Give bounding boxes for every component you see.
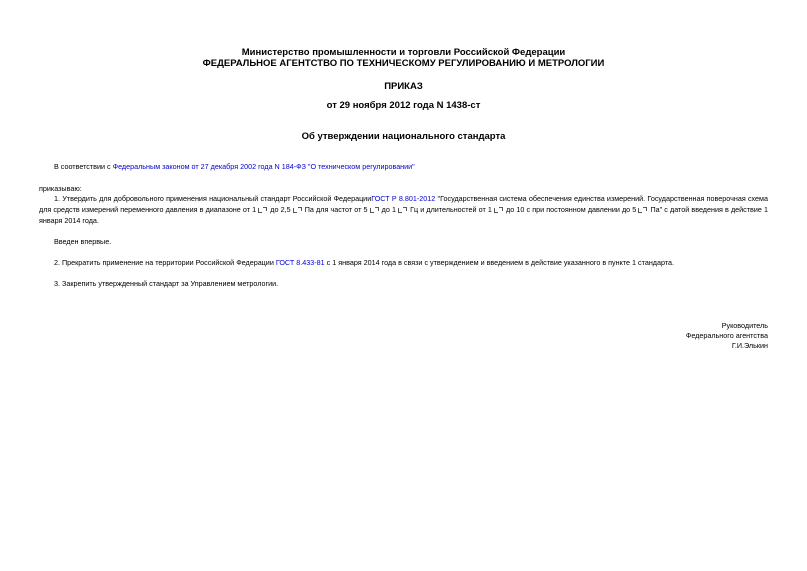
item-3-paragraph: 3. Закрепить утвержденный стандарт за Управлением метрологии. [54, 279, 279, 288]
formula-image [492, 207, 504, 213]
federal-law-link[interactable]: Федеральным законом от 27 декабря 2002 года N 184-ФЗ "О техническом регулировании" [112, 162, 415, 171]
document-date-number: от 29 ноября 2012 года N 1438-ст [326, 100, 481, 111]
item-1-text-t1: до 2,5 [268, 205, 291, 214]
ministry-title: Министерство промышленности и торговли Российской Федерации [241, 47, 566, 58]
item-1-text-t4: Гц и длительностей от 1 [407, 205, 492, 214]
formula-image [291, 207, 303, 213]
preamble-paragraph [54, 161, 768, 172]
formula-image [368, 207, 380, 213]
document-subject: Об утверждении национального стандарта [301, 131, 506, 142]
item-1-text-t2: Па для частот от 5 [302, 205, 368, 214]
item-1-text-t6: Па" с датой введения в действие 1 января 2014 года. [39, 205, 768, 225]
item-1-text-b: "Государственная система обеспечения единства измерений. Государственная поверочная схема для средств измерений переменного давления в диапазоне от 1 [39, 194, 768, 214]
signature-agency: Федерального агентства [685, 331, 768, 340]
gost-r-8-801-link[interactable]: ГОСТ Р 8.801-2012 [371, 194, 436, 203]
formula-image [256, 207, 268, 213]
item-1-text-a: 1. Утвердить для добровольного применения национальный стандарт Российской Федерации [54, 194, 372, 203]
document-type: ПРИКАЗ [384, 81, 423, 92]
order-word: приказываю: [39, 184, 82, 193]
signature-title: Руководитель [721, 321, 768, 330]
formula-image [636, 207, 648, 213]
preamble-prefix: В соответствии с [54, 162, 113, 171]
item-1-text-t5: до 10 с при постоянном давлении до 5 [503, 205, 637, 214]
item-1-text-t3: до 1 [379, 205, 396, 214]
item-2-paragraph [54, 257, 768, 268]
signature-name: Г.И.Элькин [731, 341, 768, 350]
formula-image [396, 207, 408, 213]
item-1-paragraph [39, 193, 768, 226]
introduced-note: Введен впервые. [54, 237, 112, 246]
item-2-text-b: с 1 января 2014 года в связи с утверждением и введением в действие указанного в пункте 1 стандарта. [324, 258, 675, 267]
agency-title: ФЕДЕРАЛЬНОЕ АГЕНТСТВО ПО ТЕХНИЧЕСКОМУ РЕГУЛИРОВАНИЮ И МЕТРОЛОГИИ [202, 58, 605, 69]
item-2-text-a: 2. Прекратить применение на территории Российской Федерации [54, 258, 276, 267]
gost-8-433-link[interactable]: ГОСТ 8.433-81 [275, 258, 325, 267]
